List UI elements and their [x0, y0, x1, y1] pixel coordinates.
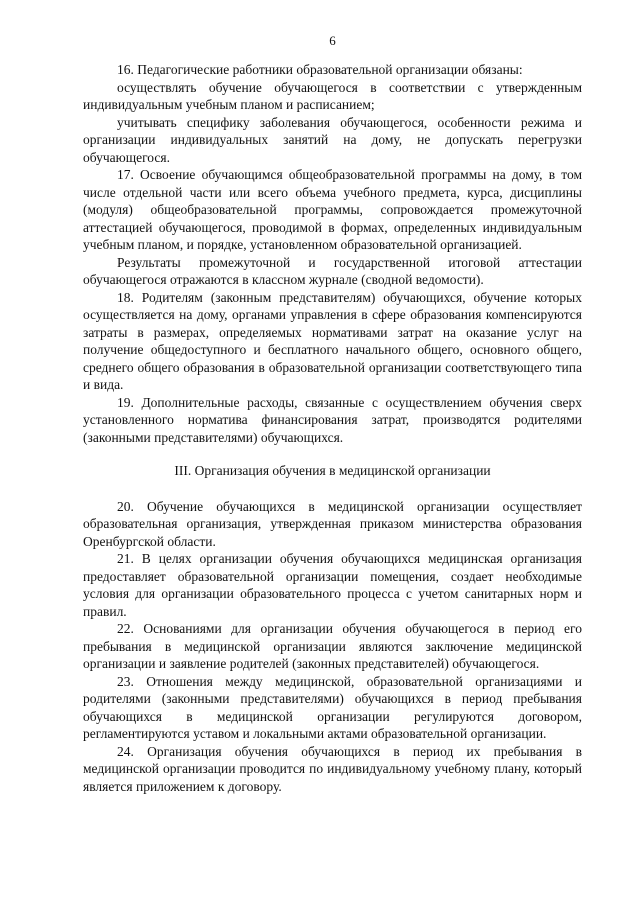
paragraph-18: 18. Родителям (законным представителям) обучающихся, обучение которых осуществляется на дому, органами управления в сфере образования компенсируются затраты в размерах, определяемых нормативами затрат на оказание услуг на получение общедоступного и бесплатного начального общего, основного общего, среднего общего образования в образовательной организации соответствующего типа и вида.: [83, 289, 582, 392]
paragraph-16: 16. Педагогические работники образовательной организации обязаны:: [117, 62, 523, 77]
paragraph-17: 17. Освоение обучающимся общеобразовательной программы на дому, в том числе отдельной части или всего объема учебного предмета, курса, дисциплины (модуля) общеобразовательной программы, сопровождается промежуточной аттестацией обучающегося, проводимой в формах, определенных индивидуальным учебным планом, и порядке, установленном образовательной организацией.: [83, 167, 582, 252]
paragraphs-after-section: [83, 498, 582, 796]
document-body: [83, 61, 582, 795]
page-number: 6: [329, 33, 336, 48]
paragraphs-before-section: [83, 61, 582, 446]
paragraph-21: 21. В целях организации обучения обучающихся медицинская организация предоставляет образовательной организации помещения, создает необходимые условия для организации образовательного процесса с учетом санитарных норм и правил.: [83, 551, 582, 619]
paragraph-16-item-2: учитывать специфику заболевания обучающегося, особенности режима и организации индивидуальных занятий на дому, не допускать перегрузки обучающегося.: [83, 114, 582, 165]
paragraph-24: 24. Организация обучения обучающихся в период их пребывания в медицинской организации проводится по индивидуальному учебному плану, который является приложением к договору.: [83, 743, 582, 794]
paragraph-22: 22. Основаниями для организации обучения обучающегося в период его пребывания в медицинской организации являются заключение медицинской организации и заявление родителей (законных представителей) обучающегося.: [83, 621, 582, 671]
section-heading: III. Организация обучения в медицинской организации: [174, 463, 491, 478]
paragraph-19: 19. Дополнительные расходы, связанные с осуществлением обучения сверх установленного норматива финансирования затрат, производятся родителями (законными представителями) обучающихся.: [83, 394, 582, 445]
paragraph-17-results: Результаты промежуточной и государственной итоговой аттестации обучающегося отражаются в классном журнале (сводной ведомости).: [83, 254, 582, 287]
paragraph-23: 23. Отношения между медицинской, образовательной организациями и родителями (законными представителями) обучающихся в период пребывания обучающихся в медицинской организации регулируются договором, регламентируются уставом и локальными актами образовательной организации.: [83, 673, 582, 741]
paragraph-20: 20. Обучение обучающихся в медицинской организации осуществляет образовательная организация, утвержденная приказом министерства образования Оренбургской области.: [83, 498, 582, 549]
paragraph-16-item-1: осуществлять обучение обучающегося в соответствии с утвержденным индивидуальным учебным планом и расписанием;: [83, 79, 582, 112]
